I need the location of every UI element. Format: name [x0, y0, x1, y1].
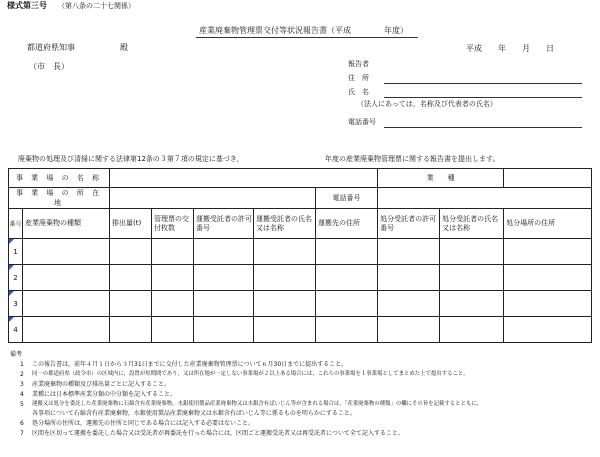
table-cell[interactable] [316, 265, 378, 291]
table-cell[interactable] [110, 291, 152, 317]
table-cell[interactable] [316, 291, 378, 317]
table-row [9, 317, 592, 343]
note-text: 運搬又は処分を委託した産業廃棄物に石綿含有産業廃棄物，水銀使用製品産業廃棄物又は水銀含有ばいじん等が含まれる場合は，「産業廃棄物の種類」の欄にその旨を記載するとともに， [32, 401, 483, 407]
site-location-value[interactable] [110, 188, 316, 209]
corner-marker-icon [9, 239, 14, 244]
column-header: 運搬先の住所 [316, 209, 378, 239]
note-text: 処分場所の住所は，運搬先の住所と同じである場合には記入する必要はないこと。 [32, 420, 255, 427]
table-cell[interactable] [254, 291, 316, 317]
site-location-row [9, 188, 592, 209]
row-number: 3 [9, 291, 23, 317]
table-cell[interactable] [194, 265, 254, 291]
table-cell[interactable] [23, 239, 110, 265]
note-text: 同一の都道府県（政令市）の区域内に，設置が短期間であり，又は所在地が一定しない事業場が２以上ある場合には，これらの事業場を１事業場としてまとめた上で提出すること。 [32, 371, 469, 377]
note-text: この報告書は，前年４月１日から３月31日までに交付した産業廃棄物管理票について６月30日までに提出すること。 [32, 361, 348, 368]
form-id: 様式第三号 [7, 1, 47, 10]
corner-marker-icon [9, 317, 14, 322]
table-cell[interactable] [23, 317, 110, 343]
form-title-suffix: 年度） [384, 26, 408, 35]
site-name-row [9, 169, 592, 188]
column-header-row [9, 209, 592, 239]
row-number: 1 [9, 239, 23, 265]
note-number: 3 [20, 381, 24, 388]
report-table [8, 168, 592, 343]
table-cell[interactable] [378, 317, 440, 343]
governor-label: 都道府県知事 [27, 43, 75, 52]
name-label: 氏 名 [348, 88, 369, 96]
note-number: 4 [20, 391, 24, 398]
table-cell[interactable] [378, 265, 440, 291]
table-cell[interactable] [152, 265, 194, 291]
column-header: 産業廃棄物の種類 [23, 209, 110, 239]
table-cell[interactable] [152, 291, 194, 317]
table-cell[interactable] [378, 239, 440, 265]
column-header: 処分場所の住所 [504, 209, 592, 239]
corp-note: （法人にあっては，名称及び代表者の氏名） [357, 100, 497, 108]
table-cell[interactable] [254, 317, 316, 343]
form-title: 産業廃棄物管理票交付等状況報告書（平成 [199, 26, 351, 35]
table-cell[interactable] [23, 265, 110, 291]
note-text: 業種には日本標準産業分類の中分類を記入すること。 [32, 391, 177, 398]
row-number: 4 [9, 317, 23, 343]
note-text: 産業廃棄物の種類及び排出量ごとに記入すること。 [32, 381, 171, 388]
table-cell[interactable] [254, 239, 316, 265]
note-text: 各事項について石綿含有産業廃棄物，水銀使用製品産業廃棄物又は水銀含有ばいじん等に係るものを明らかにすること。 [32, 410, 356, 417]
table-cell[interactable] [440, 291, 504, 317]
table-cell[interactable] [316, 239, 378, 265]
table-cell[interactable] [194, 317, 254, 343]
table-cell[interactable] [194, 239, 254, 265]
table-phone-label: 電話番号 [316, 188, 378, 209]
table-cell[interactable] [194, 291, 254, 317]
column-header: 番号 [9, 209, 23, 239]
table-cell[interactable] [110, 239, 152, 265]
table-cell[interactable] [504, 317, 592, 343]
table-cell[interactable] [316, 317, 378, 343]
table-cell[interactable] [440, 239, 504, 265]
row-number: 2 [9, 265, 23, 291]
address-label: 住 所 [348, 74, 369, 82]
note-number: 7 [20, 430, 24, 437]
date-label: 平成 年 月 日 [466, 44, 554, 53]
table-cell[interactable] [504, 239, 592, 265]
table-cell[interactable] [254, 265, 316, 291]
column-header: 管理票の交付枚数 [152, 209, 194, 239]
column-header: 処分受託者の氏名又は名称 [440, 209, 504, 239]
table-row [9, 265, 592, 291]
notes-heading: 備考 [10, 351, 23, 358]
table-cell[interactable] [23, 291, 110, 317]
phone-label: 電話番号 [348, 118, 376, 126]
table-cell[interactable] [440, 265, 504, 291]
column-header: 運搬受託者の氏名又は名称 [254, 209, 316, 239]
column-header: 運搬受託者の許可番号 [194, 209, 254, 239]
corner-marker-icon [9, 265, 14, 270]
column-header: 排出量(t) [110, 209, 152, 239]
column-header: 処分受託者の許可番号 [378, 209, 440, 239]
site-name-value[interactable] [110, 169, 378, 188]
table-cell[interactable] [110, 317, 152, 343]
note-number: 2 [20, 371, 24, 378]
table-row [9, 239, 592, 265]
reporter-label: 報告者 [348, 60, 369, 68]
table-phone-value[interactable] [378, 188, 592, 209]
form-reference: （第八条の二十七関係） [58, 2, 135, 10]
note-number: 5 [20, 401, 24, 408]
mayor-label: （市 長） [29, 62, 69, 71]
table-cell[interactable] [440, 317, 504, 343]
note-text: 区間を区切って運搬を委託した場合又は受託者が再委託を行った場合には，区間ごと運搬受託者又は再受託者について全て記入すること。 [32, 430, 404, 437]
note-number: 1 [20, 361, 24, 368]
phone-line [384, 127, 582, 128]
name-line [384, 97, 582, 98]
table-cell[interactable] [504, 265, 592, 291]
table-cell[interactable] [504, 291, 592, 317]
address-line [384, 83, 582, 84]
honorific: 殿 [120, 43, 128, 52]
note-number: 6 [20, 420, 24, 427]
table-cell[interactable] [152, 239, 194, 265]
table-cell[interactable] [378, 291, 440, 317]
title-underline [196, 37, 418, 38]
site-location-label: 事 業 場 の 所 在 地 [9, 188, 110, 209]
statement-left: 廃棄物の処理及び清掃に関する法律第12条の３第７項の規定に基づき， [18, 155, 244, 163]
statement-right: 年度の産業廃棄物管理票に関する報告書を提出します。 [325, 155, 500, 163]
table-cell[interactable] [110, 265, 152, 291]
table-row [9, 291, 592, 317]
corner-marker-icon [9, 291, 14, 296]
site-name-label: 事 業 場 の 名 称 [9, 169, 110, 188]
industry-value[interactable] [504, 169, 592, 188]
industry-label: 業 種 [378, 169, 504, 188]
table-cell[interactable] [152, 317, 194, 343]
